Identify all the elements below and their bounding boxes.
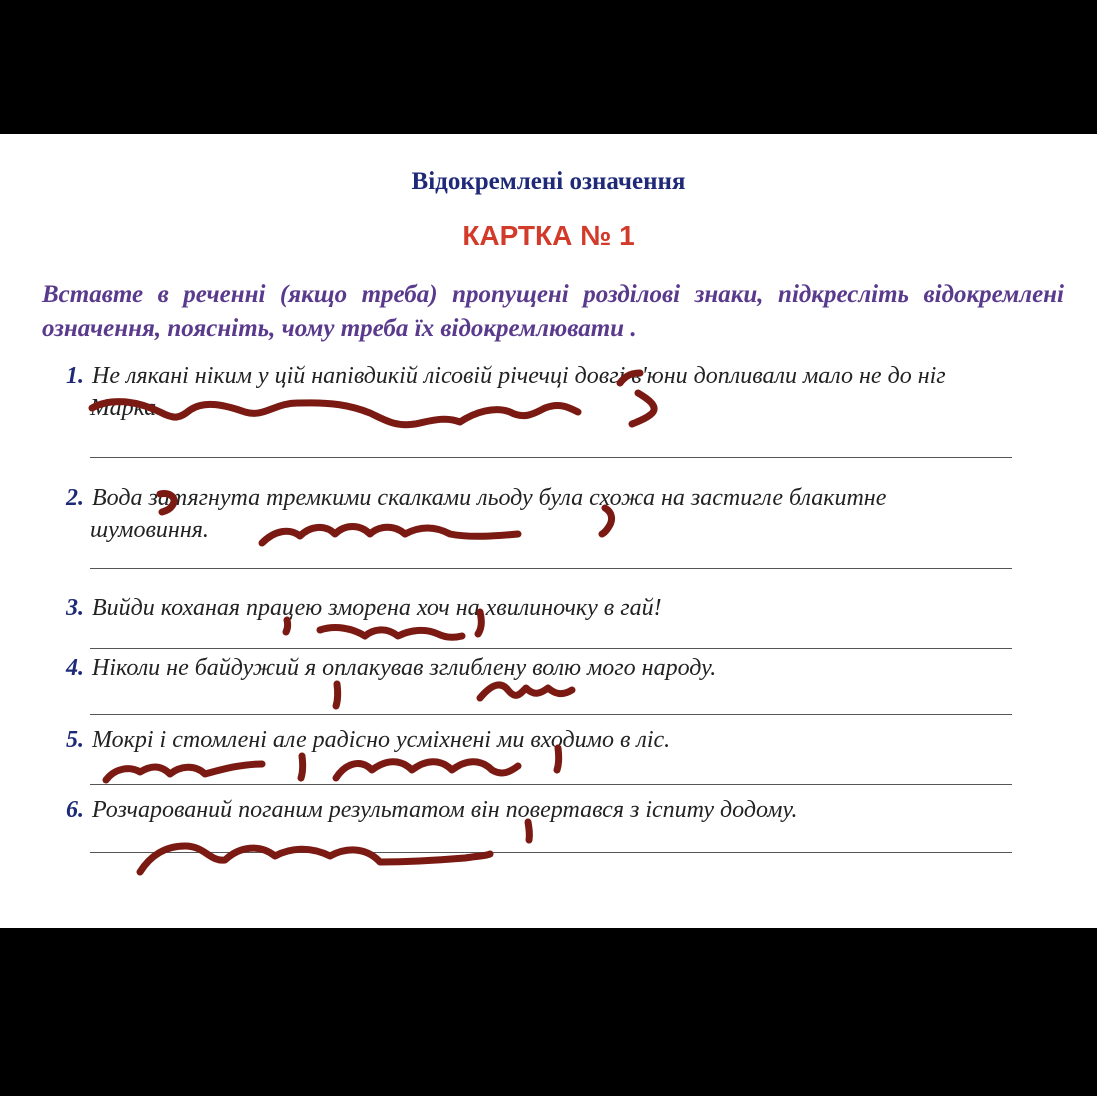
comma-mark <box>336 684 338 706</box>
comma-mark <box>620 373 640 383</box>
sentence-number: 5. <box>66 727 84 753</box>
sentence-text: Не лякані ніким у цій напівдикій лісовій річечці довгі в'юни допливали мало не до ніг <box>92 363 946 389</box>
sentence-text-continued: Марка. <box>90 395 163 421</box>
underline-squiggle <box>262 527 518 544</box>
sentence-text: Вийди коханая працею зморена хоч на хвилиночку в гай! <box>92 595 662 621</box>
sentence-text: Ніколи не байдужий я оплакував зглиблену волю мого народу. <box>92 655 717 681</box>
sentence-number: 1. <box>66 363 84 389</box>
comma-mark <box>478 612 481 634</box>
comma-mark <box>286 620 288 632</box>
sentence-text: Розчарований поганим результатом він повертався з іспиту додому. <box>92 797 798 823</box>
comma-mark <box>557 748 559 770</box>
underline-squiggle <box>336 762 518 778</box>
underline-squiggle <box>106 764 262 780</box>
card-title: КАРТКА № 1 <box>462 220 635 251</box>
worksheet-subject: Відокремлені означення <box>411 168 686 195</box>
comma-mark <box>301 756 303 778</box>
underline-squiggle <box>320 628 462 638</box>
sentence-text: Вода затягнута тремкими скалками льоду була схожа на застигле блакитне <box>92 485 887 511</box>
underline-squiggle <box>140 846 490 872</box>
task-instruction: Вставте в реченні (якщо треба) пропущені розділові знаки, підкресліть відокремлені означення, поясніть, чому треба їх відокремлювати . <box>42 281 1064 342</box>
underline-squiggle <box>92 402 578 425</box>
comma-mark <box>160 494 174 512</box>
underline-squiggle <box>480 685 572 698</box>
comma-mark <box>528 822 529 840</box>
comma-mark <box>632 393 654 424</box>
sentence-number: 6. <box>66 797 84 823</box>
sentence-number: 3. <box>66 595 84 621</box>
sentence-text-continued: шумовиння. <box>90 517 209 543</box>
sentence-number: 2. <box>66 485 84 511</box>
comma-mark <box>602 508 612 534</box>
sentence-number: 4. <box>66 655 84 681</box>
sentence-text: Мокрі і стомлені але радісно усміхнені ми входимо в ліс. <box>92 727 671 753</box>
